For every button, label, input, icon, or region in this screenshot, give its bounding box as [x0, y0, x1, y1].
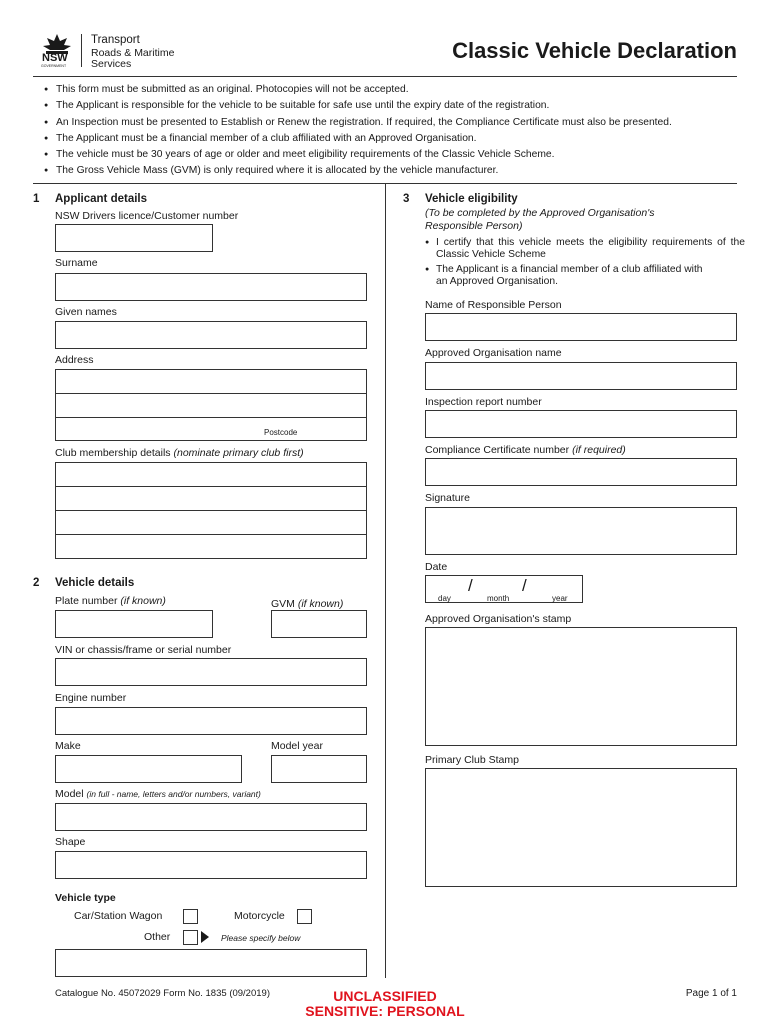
- club-row-divider: [56, 486, 366, 487]
- org-name-label: Approved Organisation name: [425, 347, 562, 359]
- vin-label: VIN or chassis/frame or serial number: [55, 644, 232, 656]
- licence-input[interactable]: [55, 224, 213, 252]
- make-input[interactable]: [55, 755, 242, 783]
- responsible-person-input[interactable]: [425, 313, 737, 341]
- model-label-hint: (in full - name, letters and/or numbers, variant): [86, 789, 261, 799]
- club-label-hint: (nominate primary club first): [173, 447, 304, 459]
- year-label: year: [552, 594, 568, 603]
- month-label: month: [487, 594, 510, 603]
- plate-label-hint: (if known): [120, 595, 166, 607]
- address-label: Address: [55, 354, 94, 366]
- instruction-item: ● This form must be submitted as an original. Photocopies will not be accepted.: [44, 82, 744, 98]
- section1-title: Applicant details: [55, 193, 148, 205]
- date-separator: /: [522, 576, 527, 595]
- vehicle-type-label: Vehicle type: [55, 892, 116, 904]
- section1-number: 1: [33, 193, 40, 205]
- signature-label: Signature: [425, 492, 470, 504]
- date-input[interactable]: [425, 575, 583, 603]
- plate-input[interactable]: [55, 610, 213, 638]
- gvm-label-hint: (if known): [297, 598, 344, 610]
- section2-number: 2: [33, 577, 40, 589]
- address-row-divider: [56, 417, 366, 418]
- form-number: Form No. 1835: [163, 988, 227, 999]
- signature-input[interactable]: [425, 507, 737, 555]
- nsw-waratah-logo: [40, 33, 74, 67]
- make-label: Make: [55, 740, 81, 752]
- agency-line2: Roads & Maritime: [91, 47, 175, 59]
- gvm-label-text: GVM: [271, 598, 295, 610]
- engine-input[interactable]: [55, 707, 367, 735]
- given-names-input[interactable]: [55, 321, 367, 349]
- compliance-input[interactable]: [425, 458, 737, 486]
- bullet-icon: ●: [425, 266, 430, 273]
- instruction-item: ● The vehicle must be 30 years of age or older and meet eligibility requirements of the Classic Vehicle Scheme.: [44, 147, 744, 163]
- postcode-label: Postcode: [264, 428, 298, 437]
- car-checkbox[interactable]: [183, 909, 198, 924]
- model-label: [55, 788, 261, 800]
- form-version: (09/2019): [229, 988, 270, 999]
- club-stamp-label: Primary Club Stamp: [425, 754, 519, 766]
- given-names-label: Given names: [55, 306, 117, 318]
- logo-divider: [81, 34, 82, 67]
- cert2-text: The Applicant is a financial member of a club affiliated with an Approved Organisation.: [436, 264, 703, 287]
- shape-label: Shape: [55, 836, 86, 848]
- model-year-label: Model year: [271, 740, 323, 752]
- other-hint: Please specify below: [221, 933, 301, 943]
- instruction-item: ● An Inspection must be presented to Establish or Renew the registration. If required, the Compliance Certificate must also be presented.: [44, 115, 744, 131]
- club-stamp-area[interactable]: [425, 768, 737, 887]
- gvm-input[interactable]: [271, 610, 367, 638]
- logo-gov-text: NSW: [42, 52, 68, 64]
- footer-form-info: [55, 988, 270, 999]
- section3-number: 3: [403, 193, 410, 205]
- bullet-icon: ●: [425, 239, 430, 246]
- club-label: [55, 447, 304, 459]
- shape-input[interactable]: [55, 851, 367, 879]
- org-stamp-label: Approved Organisation's stamp: [425, 613, 572, 625]
- header-rule: [33, 76, 737, 77]
- page-number: Page 1 of 1: [685, 988, 737, 999]
- certification-item: [425, 264, 745, 288]
- other-label: Other: [144, 931, 171, 943]
- address-row-divider: [56, 393, 366, 394]
- inspection-input[interactable]: [425, 410, 737, 438]
- model-year-input[interactable]: [271, 755, 367, 783]
- catalogue-number: Catalogue No. 45072029: [55, 988, 161, 999]
- club-row-divider: [56, 534, 366, 535]
- classification-marking: [285, 989, 485, 1019]
- plate-label: [55, 595, 166, 607]
- address-input[interactable]: [55, 369, 367, 441]
- engine-label: Engine number: [55, 692, 127, 704]
- classification-line1: UNCLASSIFIED: [333, 988, 437, 1004]
- agency-line1: Transport: [91, 34, 140, 46]
- model-label-text: Model: [55, 788, 84, 800]
- instructions-list: [44, 82, 744, 180]
- date-separator: /: [468, 576, 473, 595]
- cert1-text: I certify that this vehicle meets the eligibility requirements of the Classic Vehicle Scheme: [436, 237, 745, 260]
- day-label: day: [438, 594, 451, 603]
- section3-subtitle: (To be completed by the Approved Organisation's Responsible Person): [425, 207, 655, 232]
- instruction-item: ● The Gross Vehicle Mass (GVM) is only required where it is allocated by the vehicle manufacturer.: [44, 163, 744, 179]
- column-divider: [385, 183, 386, 978]
- motorcycle-checkbox[interactable]: [297, 909, 312, 924]
- club-row-divider: [56, 510, 366, 511]
- car-label: Car/Station Wagon: [74, 910, 163, 922]
- classification-line2: SENSITIVE: PERSONAL: [305, 1003, 465, 1019]
- compliance-label-text: Compliance Certificate number: [425, 444, 570, 456]
- plate-label-text: Plate number: [55, 595, 118, 607]
- club-membership-input[interactable]: [55, 462, 367, 559]
- logo-gov-sub: GOVERNMENT: [41, 64, 67, 68]
- gvm-label: [271, 598, 343, 610]
- model-input[interactable]: [55, 803, 367, 831]
- motorcycle-label: Motorcycle: [234, 910, 285, 922]
- surname-input[interactable]: [55, 273, 367, 301]
- licence-label: NSW Drivers licence/Customer number: [55, 210, 239, 222]
- inspection-label: Inspection report number: [425, 396, 542, 408]
- org-name-input[interactable]: [425, 362, 737, 390]
- surname-label: Surname: [55, 257, 98, 269]
- certification-item: [425, 237, 745, 261]
- org-stamp-area[interactable]: [425, 627, 737, 746]
- other-specify-input[interactable]: [55, 949, 367, 977]
- section2-title: Vehicle details: [55, 577, 135, 589]
- date-label: Date: [425, 561, 448, 573]
- triangle-right-icon: [201, 931, 209, 943]
- header: [0, 0, 770, 80]
- other-checkbox[interactable]: [183, 930, 198, 945]
- vin-input[interactable]: [55, 658, 367, 686]
- compliance-label: [425, 444, 626, 456]
- instruction-item: ● The Applicant must be a financial member of a club affiliated with an Approved Organisation.: [44, 131, 744, 147]
- responsible-person-label: Name of Responsible Person: [425, 299, 562, 311]
- agency-line3: Services: [91, 58, 132, 70]
- compliance-label-hint: (if required): [572, 444, 626, 456]
- club-label-text: Club membership details: [55, 447, 171, 459]
- instruction-item: ● The Applicant is responsible for the vehicle to be suitable for safe use until the expiry date of the registration.: [44, 98, 744, 114]
- page-title: Classic Vehicle Declaration: [452, 38, 737, 63]
- section3-title: Vehicle eligibility: [425, 193, 518, 205]
